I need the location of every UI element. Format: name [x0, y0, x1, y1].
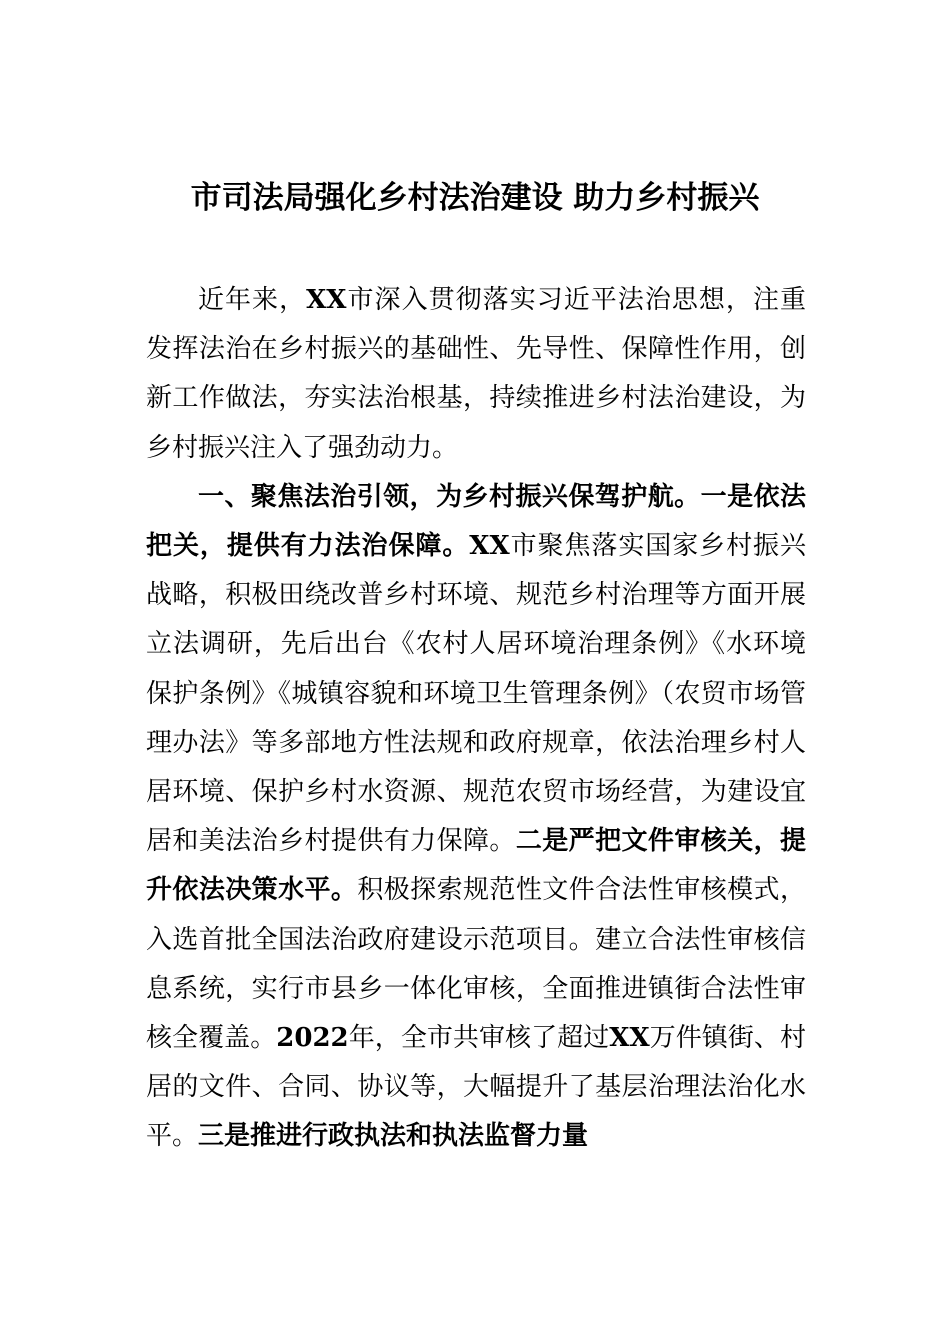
text-segment: 市聚焦落实国家乡村振兴战略，积极田绕改普乡村环境、规范乡村治理等方面开展立法调研，先后出台《农村人居环境治理条例》《水环境保护条例》《城镇容貌和环境卫生管理条例》（农贸市场管理办法》等多部地方性法规和政府规章，依法治理乡村人居环境、保护乡村水资源、规范农贸市场经营，为建设宜居和美法治乡村提供有力保障。 [146, 531, 806, 857]
section-heading: 一、聚焦法治引领，为乡村振兴保驾护航。一是依法把关，提供有力法治保障。 [146, 481, 806, 562]
document-title: 市司法局强化乡村法治建设 助力乡村振兴 [190, 180, 760, 216]
paragraph-intro [146, 276, 806, 473]
text-segment-bold: 2022 [276, 1023, 349, 1054]
paragraph-section-one [146, 473, 806, 1162]
text-segment-bold: XX [306, 285, 347, 315]
text-segment: 年，全市共审核了超过 [348, 1023, 610, 1054]
subheading-three: 三是推进行政执法和执法监督力量 [198, 1121, 589, 1152]
text-segment: 万件镇街、村居的文件、合同、协议等，大幅提升了基层治理法治化水平。 [146, 1023, 806, 1152]
text-segment-bold: XX [469, 531, 510, 562]
text-segment: 积极探索规范性文件合法性审核模式，入选首批全国法治政府建设示范项目。建立合法性审核信息系统，实行市县乡一体化审核，全面推进镇街合法性审核全覆盖。 [146, 875, 806, 1054]
document-body [146, 276, 806, 1162]
subheading-two: 二是严把文件审核关，提升依法决策水平。 [146, 826, 806, 906]
text-segment: 近年来， [198, 285, 307, 315]
text-segment: 市深入贯彻落实习近平法治思想，注重发挥法治在乡村振兴的基础性、先导性、保障性作用，创新工作做法，夯实法治根基，持续推进乡村法治建设，为乡村振兴注入了强劲动力。 [146, 285, 806, 463]
text-segment-bold: XX [609, 1023, 650, 1054]
